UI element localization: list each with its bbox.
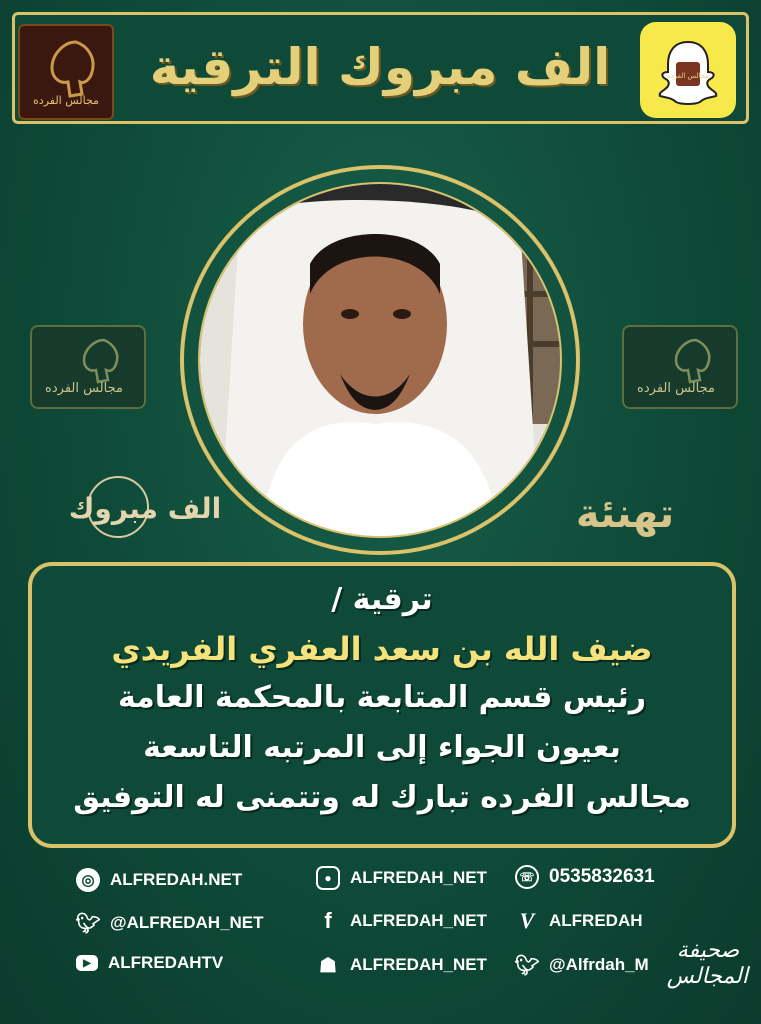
job-title-line: رئيس قسم المتابعة بالمحكمة العامة [117,680,647,715]
twitter-icon: 🐦︎ [514,954,540,977]
contact-twitter-1[interactable] [76,911,264,935]
left-logo-label: مجالس الفرده [33,94,99,107]
whatsapp-icon: ☏ [515,865,539,889]
horse-logo-icon [630,332,730,402]
youtube-icon: ▶ [76,955,98,971]
globe-icon: ◎ [76,868,100,892]
congrats-calligraphy-right [545,465,705,555]
promoted-person-name: ضيف الله بن سعد العفري الفريدي [111,630,653,668]
contact-website-label: ALFREDAH.NET [110,870,243,889]
portrait-ring [180,165,580,555]
horse-logo-icon [38,332,138,402]
contact-twitter-2[interactable] [515,953,649,977]
contact-twitter-2-label: @Alfrdah_M [549,955,649,974]
majalis-side-logo-right [622,325,738,409]
promotion-heading: ترقية / [331,582,433,617]
announcement-box [28,562,736,848]
contact-twitter-1-label: @ALFREDAH_NET [110,913,264,932]
instagram-icon: ● [316,866,340,890]
deco-right-text: تهنئة [575,491,675,537]
contact-snapchat-label: ALFREDAH_NET [350,955,487,974]
person-portrait-image [200,184,560,536]
side-logo-left-label: مجالس الفرده [45,381,123,396]
snapchat-logo-right [640,22,736,118]
contact-vine-label: ALFREDAH [549,911,643,930]
portrait-photo [198,182,562,538]
deco-left-text: الف مبروك [70,492,220,525]
congrats-calligraphy-left [70,462,220,544]
right-logo-label: مجالس الفرده [667,72,709,80]
majalis-side-logo-left [30,325,146,409]
congrats-message-line: مجالس الفرده تبارك له وتتمنى له التوفيق [73,780,691,815]
contact-website[interactable] [76,868,242,892]
contact-instagram[interactable] [316,866,487,890]
horse-logo-icon [26,32,106,112]
contact-instagram-label: ALFREDAH_NET [350,868,487,887]
snapchat-ghost-icon: ☗ [319,954,337,977]
majalis-logo-left [18,24,114,120]
contact-youtube[interactable] [76,953,223,973]
publisher-signature: صحيفة المجالس [666,938,748,989]
facebook-icon: f [324,908,332,933]
contact-snapchat[interactable] [316,953,487,977]
side-logo-right-label: مجالس الفرده [637,381,715,396]
contact-whatsapp[interactable] [515,865,655,889]
contact-vine[interactable] [515,909,643,933]
snapcode-icon [646,28,730,112]
contact-youtube-label: ALFREDAHTV [108,953,224,972]
contact-whatsapp-label: 0535832631 [549,866,655,887]
rank-line: بعيون الجواء إلى المرتبه التاسعة [143,730,621,765]
contact-facebook-label: ALFREDAH_NET [350,911,487,930]
contact-facebook[interactable] [316,909,487,933]
banner-title: الف مبروك الترقية [149,38,611,96]
twitter-icon: 🐦︎ [75,912,101,935]
vine-icon: V [519,908,535,933]
